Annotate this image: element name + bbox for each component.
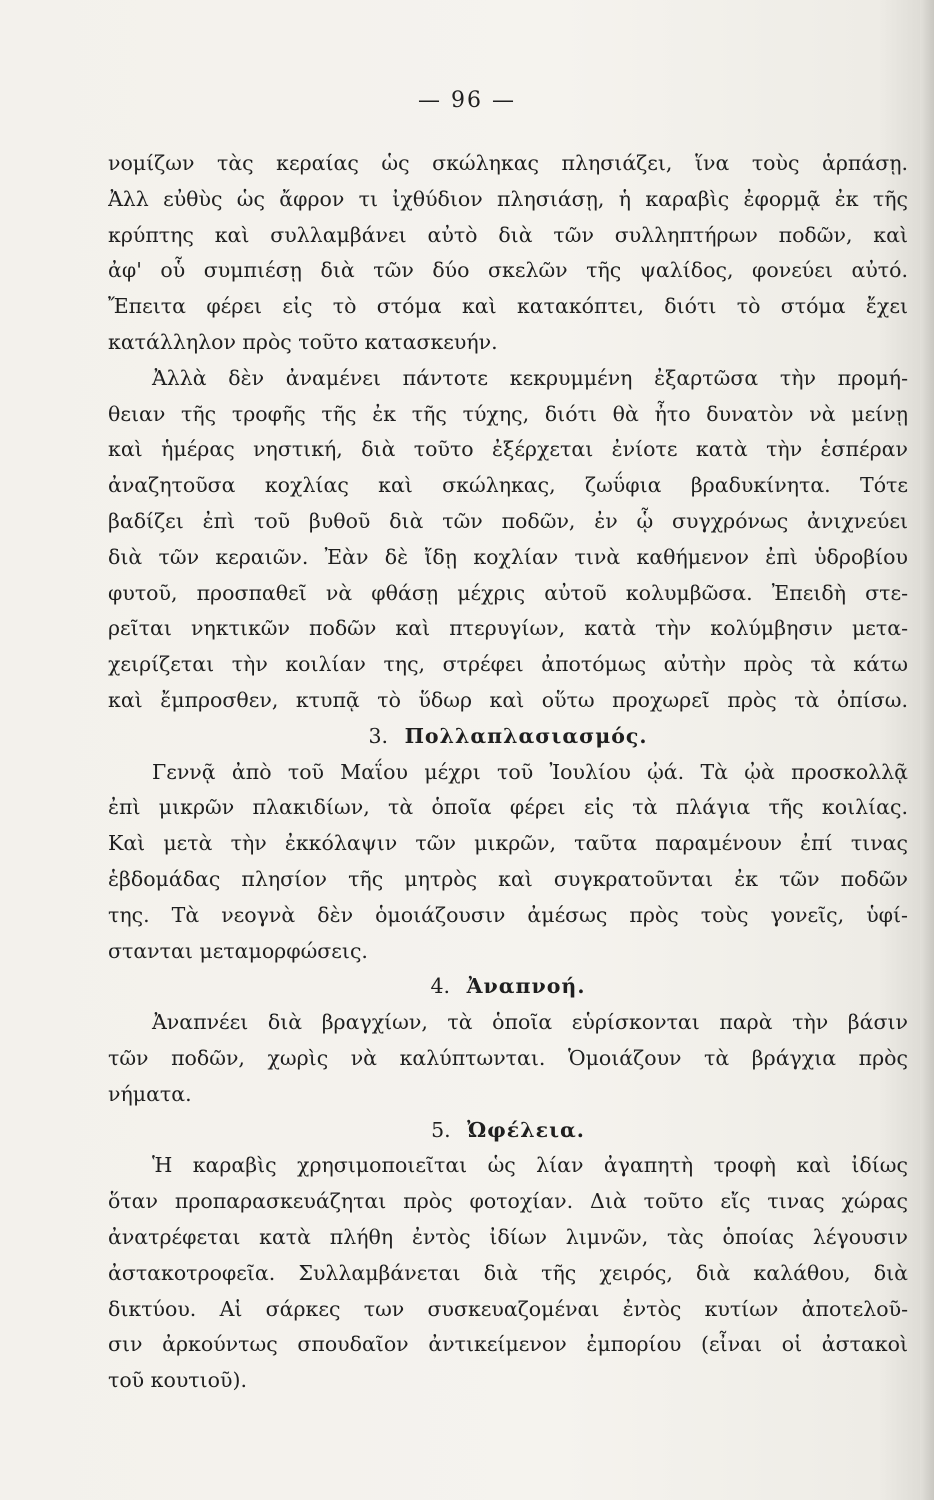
section-title: Ὠφέλεια. (467, 1117, 585, 1142)
text-line: ρεῖται νηκτικῶν ποδῶν καὶ πτερυγίων, κατὰ τὴν κολύμβησιν μετα- (108, 616, 908, 641)
text-line: τῶν ποδῶν, χωρὶς νὰ καλύπτωνται. Ὁμοιάζουν τὰ βράγχια πρὸς (108, 1045, 908, 1070)
text-line: Ἀλλὰ δὲν ἀναμένει πάντοτε κεκρυμμένη ἐξαρτῶσα τὴν προμή- (152, 365, 908, 390)
text-line: κατάλληλον πρὸς τοῦτο κατασκευήν. (108, 329, 498, 354)
text-line: καὶ ἡμέρας νηστική, διὰ τοῦτο ἐξέρχεται ἐνίοτε κατὰ τὴν ἑσπέραν (108, 437, 908, 462)
text-line: Ἀναπνέει διὰ βραγχίων, τὰ ὁποῖα εὑρίσκονται παρὰ τὴν βάσιν (152, 1010, 908, 1035)
text-line: σιν ἀρκούντως σπουδαῖον ἀντικείμενον ἐμπορίου (εἶναι οἱ ἀστακοὶ (108, 1332, 908, 1357)
text-line: Ἀλλ εὐθὺς ὡς ἄφρον τι ἰχθύδιον πλησιάσῃ, ἡ καραβὶς ἐφορμᾷ ἐκ τῆς (108, 186, 908, 211)
text-line: Ἔπειτα φέρει εἰς τὸ στόμα καὶ κατακόπτει, διότι τὸ στόμα ἔχει (108, 294, 908, 319)
section-number: 5. (431, 1117, 451, 1142)
section-title: Ἀναπνοή. (466, 974, 586, 999)
text-line: δικτύου. Αἱ σάρκες των συσκευαζομέναι ἐντὸς κυτίων ἀποτελοῦ- (108, 1296, 908, 1321)
text-line: ἀστακοτροφεῖα. Συλλαμβάνεται διὰ τῆς χειρός, διὰ καλάθου, διὰ (108, 1260, 908, 1285)
text-line: φυτοῦ, προσπαθεῖ νὰ φθάσῃ μέχρις αὐτοῦ κολυμβῶσα. Ἐπειδὴ στε- (108, 580, 908, 605)
text-line: στανται μεταμορφώσεις. (108, 938, 368, 963)
text-line: ἀνατρέφεται κατὰ πλήθη ἐντὸς ἰδίων λιμνῶν, τὰς ὁποίας λέγουσιν (108, 1224, 908, 1249)
section-title: Πολλαπλασιασμός. (404, 723, 648, 748)
section-heading (108, 719, 908, 755)
section-heading (108, 969, 908, 1005)
text-line: ἀφ' οὗ συμπιέσῃ διὰ τῶν δύο σκελῶν τῆς ψαλίδος, φονεύει αὐτό. (108, 258, 908, 283)
text-line: τοῦ κουτιοῦ). (108, 1368, 247, 1393)
text-line: νήματα. (108, 1081, 192, 1106)
text-line: χειρίζεται τὴν κοιλίαν της, στρέφει ἀποτόμως αὐτὴν πρὸς τὰ κάτω (108, 652, 908, 677)
book-gutter (920, 0, 934, 1500)
body-text (108, 146, 908, 1399)
section-heading (108, 1113, 908, 1149)
text-line: Ἡ καραβὶς χρησιμοποιεῖται ὡς λίαν ἀγαπητὴ τροφὴ καὶ ἰδίως (152, 1153, 908, 1178)
text-line: βαδίζει ἐπὶ τοῦ βυθοῦ διὰ τῶν ποδῶν, ἐν ᾧ συγχρόνως ἀνιχνεύει (108, 508, 908, 533)
text-line: ὅταν προπαρασκευάζηται πρὸς φοτοχίαν. Διὰ τοῦτο εἴς τινας χώρας (108, 1189, 908, 1214)
text-line: κρύπτης καὶ συλλαμβάνει αὐτὸ διὰ τῶν συλληπτήρων ποδῶν, καὶ (108, 222, 908, 247)
page-number: — 96 — (418, 88, 516, 113)
section-number: 4. (430, 974, 451, 999)
text-line: καὶ ἔμπροσθεν, κτυπᾷ τὸ ὕδωρ καὶ οὕτω προχωρεῖ πρὸς τὰ ὀπίσω. (108, 687, 908, 712)
text-line: νομίζων τὰς κεραίας ὡς σκώληκας πλησιάζει, ἵνα τοὺς ἁρπάσῃ. (108, 151, 908, 175)
text-line: Γεννᾷ ἀπὸ τοῦ Μαΐου μέχρι τοῦ Ἰουλίου ᾠά. Τὰ ᾠὰ προσκολλᾷ (152, 759, 908, 784)
text-line: Καὶ μετὰ τὴν ἐκκόλαψιν τῶν μικρῶν, ταῦτα παραμένουν ἐπί τινας (108, 831, 908, 856)
text-line: ἀναζητοῦσα κοχλίας καὶ σκώληκας, ζωΰφια βραδυκίνητα. Τότε (108, 473, 908, 498)
text-line: διὰ τῶν κεραιῶν. Ἐὰν δὲ ἴδῃ κοχλίαν τινὰ καθήμενον ἐπὶ ὑδροβίου (108, 544, 908, 569)
text-line: της. Τὰ νεογνὰ δὲν ὁμοιάζουσιν ἀμέσως πρὸς τοὺς γονεῖς, ὑφί- (108, 902, 908, 927)
text-line: θειαν τῆς τροφῆς τῆς ἐκ τῆς τύχης, διότι θὰ ἦτο δυνατὸν νὰ μείνῃ (108, 401, 908, 426)
section-number: 3. (368, 723, 389, 748)
text-line: ἑβδομάδας πλησίον τῆς μητρὸς καὶ συγκρατοῦνται ἐκ τῶν ποδῶν (108, 866, 908, 891)
text-line: ἐπὶ μικρῶν πλακιδίων, τὰ ὁποῖα φέρει εἰς τὰ πλάγια τῆς κοιλίας. (108, 795, 908, 820)
